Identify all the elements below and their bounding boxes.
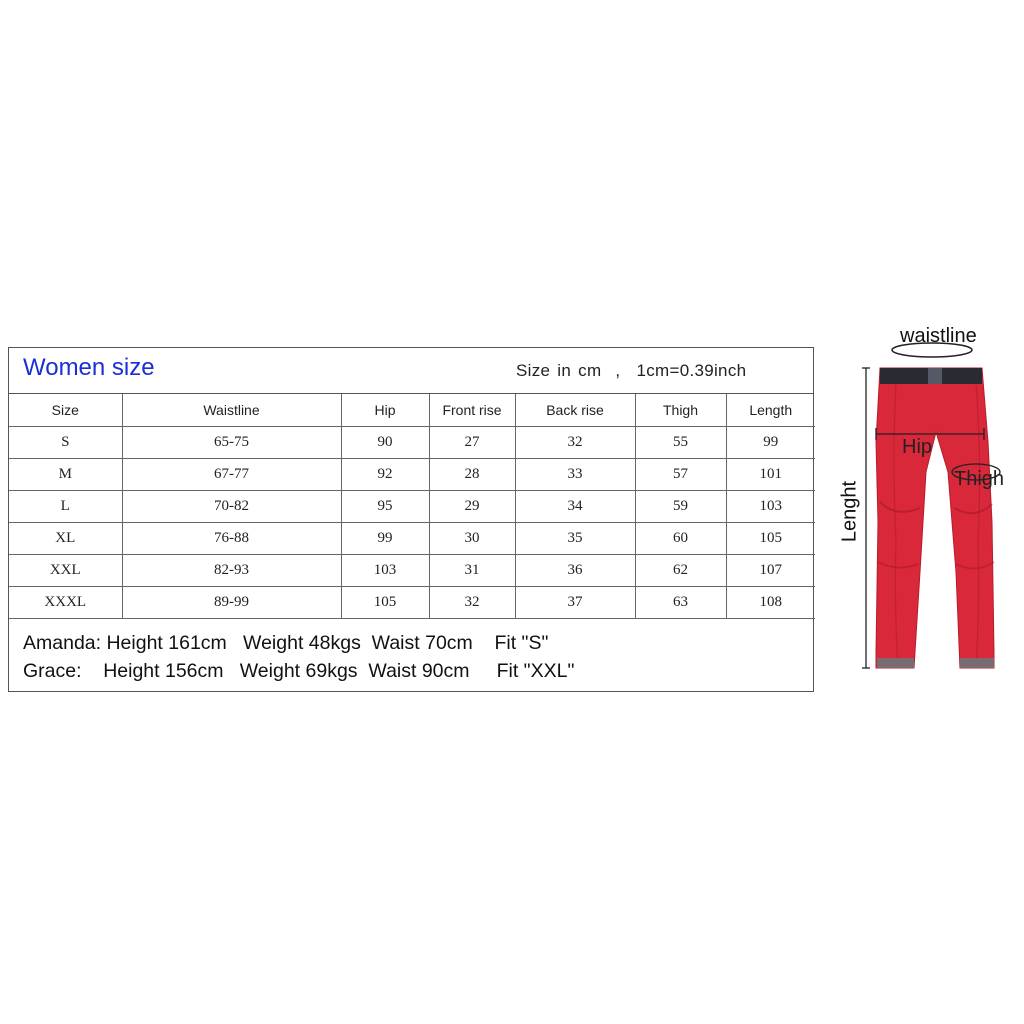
thigh-cell: 63 <box>635 586 726 618</box>
left-cuff <box>877 658 914 668</box>
thigh-cell: 57 <box>635 458 726 490</box>
table-row <box>9 458 815 490</box>
waistline-cell: 82-93 <box>122 554 341 586</box>
unit-label: Size in cm <box>516 361 602 380</box>
table-row <box>9 490 815 522</box>
size-chart <box>8 347 814 692</box>
hip-cell: 105 <box>341 586 429 618</box>
hip-cell: 99 <box>341 522 429 554</box>
size-cell: XL <box>9 522 122 554</box>
back-rise-cell: 37 <box>515 586 635 618</box>
length-label: Lenght <box>838 480 861 543</box>
column-header: Front rise <box>429 394 515 426</box>
table-row <box>9 586 815 618</box>
conversion-label: 1cm=0.39inch <box>636 361 747 380</box>
unit-separator: , <box>615 361 621 380</box>
length-cell: 108 <box>726 586 815 618</box>
waistline-cell: 76-88 <box>122 522 341 554</box>
belt-buckle <box>928 368 942 384</box>
waistline-cell: 67-77 <box>122 458 341 490</box>
column-header: Size <box>9 394 122 426</box>
chart-header <box>9 348 813 394</box>
waistline-cell: 65-75 <box>122 426 341 458</box>
back-rise-cell: 32 <box>515 426 635 458</box>
thigh-label: Thigh <box>954 468 1005 490</box>
front-rise-cell: 30 <box>429 522 515 554</box>
thigh-cell: 62 <box>635 554 726 586</box>
hip-cell: 92 <box>341 458 429 490</box>
right-cuff <box>960 658 994 668</box>
hip-cell: 103 <box>341 554 429 586</box>
length-cell: 101 <box>726 458 815 490</box>
waistline-cell: 89-99 <box>122 586 341 618</box>
table-row <box>9 522 815 554</box>
size-cell: S <box>9 426 122 458</box>
pants-illustration <box>836 322 1024 682</box>
back-rise-cell: 36 <box>515 554 635 586</box>
table-row <box>9 426 815 458</box>
hip-label: Hip <box>902 436 933 458</box>
thigh-cell: 59 <box>635 490 726 522</box>
thigh-cell: 60 <box>635 522 726 554</box>
back-rise-cell: 33 <box>515 458 635 490</box>
table-header-row <box>9 394 815 426</box>
pants-body <box>876 368 994 668</box>
hip-cell: 95 <box>341 490 429 522</box>
column-header: Hip <box>341 394 429 426</box>
length-cell: 107 <box>726 554 815 586</box>
size-cell: M <box>9 458 122 490</box>
size-cell: XXL <box>9 554 122 586</box>
waistline-label: waistline <box>900 325 977 347</box>
size-cell: XXXL <box>9 586 122 618</box>
column-header: Thigh <box>635 394 726 426</box>
length-cell: 105 <box>726 522 815 554</box>
size-table <box>9 394 815 619</box>
hip-cell: 90 <box>341 426 429 458</box>
table-row <box>9 554 815 586</box>
thigh-cell: 55 <box>635 426 726 458</box>
front-rise-cell: 32 <box>429 586 515 618</box>
back-rise-cell: 34 <box>515 490 635 522</box>
front-rise-cell: 29 <box>429 490 515 522</box>
length-cell: 99 <box>726 426 815 458</box>
size-cell: L <box>9 490 122 522</box>
front-rise-cell: 28 <box>429 458 515 490</box>
pants-measurement-diagram <box>836 322 1024 682</box>
column-header: Length <box>726 394 815 426</box>
back-rise-cell: 35 <box>515 522 635 554</box>
column-header: Back rise <box>515 394 635 426</box>
fit-examples <box>9 618 813 692</box>
front-rise-cell: 27 <box>429 426 515 458</box>
unit-note <box>516 361 746 381</box>
chart-title: Women size <box>23 354 155 381</box>
front-rise-cell: 31 <box>429 554 515 586</box>
column-header: Waistline <box>122 394 341 426</box>
fit-example: Grace: Height 156cm Weight 69kgs Waist 90cm Fit "XXL" <box>23 660 575 682</box>
fit-example: Amanda: Height 161cm Weight 48kgs Waist 70cm Fit "S" <box>23 632 549 654</box>
length-cell: 103 <box>726 490 815 522</box>
waistline-cell: 70-82 <box>122 490 341 522</box>
